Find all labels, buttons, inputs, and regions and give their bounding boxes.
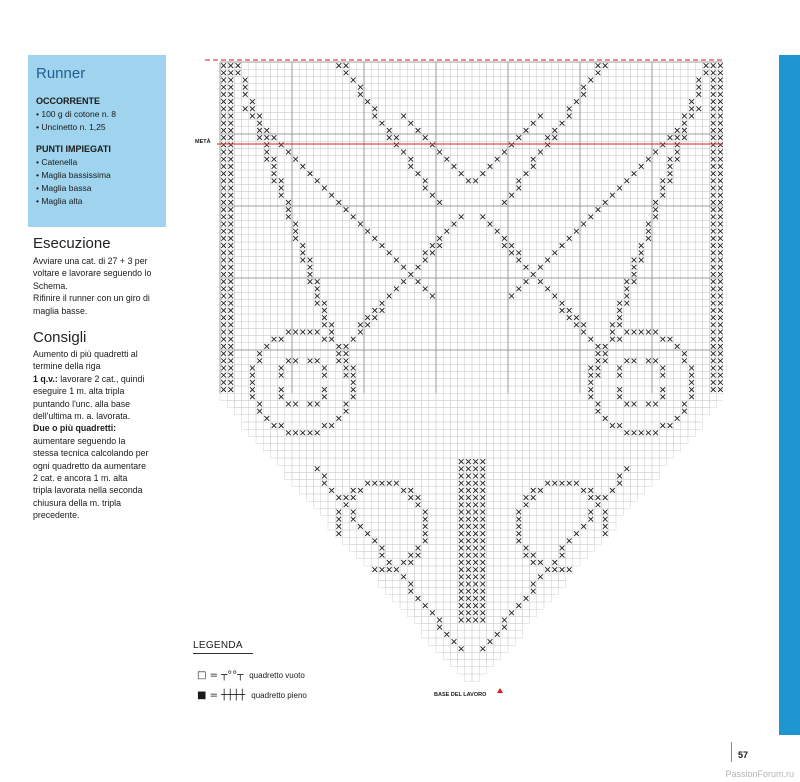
text-line: ogni quadretto da aumentare bbox=[33, 460, 146, 471]
watermark: PassionForum.ru bbox=[725, 769, 794, 779]
page-number: 57 bbox=[738, 750, 749, 760]
legend-item-empty bbox=[197, 670, 305, 681]
punti-item: • Maglia alta bbox=[36, 195, 158, 208]
esecuzione-heading: Esecuzione bbox=[33, 235, 111, 252]
full-square-icon: ■ = ┼┼┼┼ bbox=[197, 690, 246, 701]
text-line: aumentare seguendo la bbox=[33, 435, 126, 446]
text-line: 2 cat. e ancora 1 m. alta bbox=[33, 473, 128, 484]
legend-label: quadretto pieno bbox=[251, 691, 307, 700]
text-line: Due o più quadretti: bbox=[33, 423, 117, 434]
text-line: puntando l'unc. alla base bbox=[33, 398, 131, 409]
text-line: Avviare una cat. di 27 + 3 per bbox=[33, 256, 148, 266]
punti-list bbox=[36, 156, 158, 208]
occorrente-list bbox=[36, 108, 158, 134]
legend-item-full bbox=[197, 690, 307, 701]
text-line: 1 q.v.: lavorare 2 cat., quindi bbox=[33, 373, 145, 384]
text-line: chiusura della m. tripla bbox=[33, 497, 122, 508]
text-line: voltare e lavorare seguendo lo bbox=[33, 268, 152, 279]
legend-label: quadretto vuoto bbox=[249, 671, 305, 680]
text-line: Aumento di più quadretti al bbox=[33, 349, 138, 359]
punti-item: • Maglia bassa bbox=[36, 182, 158, 195]
info-box bbox=[28, 55, 166, 227]
legend-title: LEGENDA bbox=[193, 640, 243, 651]
consigli-heading: Consigli bbox=[33, 329, 87, 346]
esecuzione-text bbox=[33, 255, 165, 317]
legend-rule bbox=[193, 653, 253, 654]
text-line: Rifinire il runner con un giro di bbox=[33, 293, 150, 304]
occorrente-item: • Uncinetto n. 1,25 bbox=[36, 121, 158, 134]
text-line: eseguire 1 m. alta tripla bbox=[33, 386, 125, 397]
occorrente-item: • 100 g di cotone n. 8 bbox=[36, 108, 158, 121]
punti-item: • Maglia bassissima bbox=[36, 169, 158, 182]
text-line: precedente. bbox=[33, 510, 80, 521]
text-line: dell'ultima m. a. lavorata. bbox=[33, 411, 131, 422]
pattern-title: Runner bbox=[36, 65, 86, 82]
occorrente-heading: OCCORRENTE bbox=[36, 96, 101, 106]
punti-heading: PUNTI IMPIEGATI bbox=[36, 144, 111, 154]
empty-square-icon: □ = ┬°°┬ bbox=[197, 670, 244, 681]
base-label: BASE DEL LAVORO bbox=[434, 692, 487, 698]
text-line: tripla lavorata nella seconda bbox=[33, 485, 143, 496]
base-marker-icon bbox=[497, 688, 503, 693]
text-line: termine della riga bbox=[33, 361, 101, 372]
page-rule bbox=[731, 742, 732, 762]
text-line: Schema. bbox=[33, 280, 68, 291]
consigli-text bbox=[33, 348, 165, 522]
meta-label: METÀ bbox=[195, 139, 211, 145]
text-line: maglia basse. bbox=[33, 305, 88, 316]
accent-bar bbox=[779, 55, 800, 735]
punti-item: • Catenella bbox=[36, 156, 158, 169]
text-line: stessa tecnica calcolando per bbox=[33, 448, 149, 459]
filet-chart bbox=[205, 58, 723, 694]
